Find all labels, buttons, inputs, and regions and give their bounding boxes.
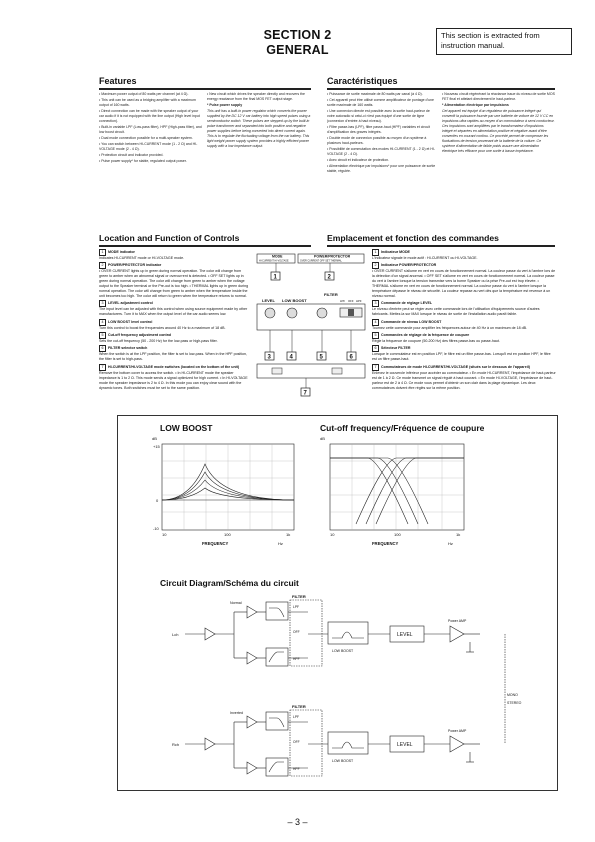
list-item: 2 POWER/PROTECTOR indicator • OVER CURRENT lights up in green during normal operation. The color will change from green to amber when an abnormal signal or overcurrent is detected. • OFF SET lights up in green during normal operation. The color will change from green to amber when the voltage output to the Speaker terminal or the Pre-out is too high. • THERMAL lights up in green during normal operation. The color will change from green to amber when the temperature inside the unit becomes too high. The color will return to green when the temperature returns to normal. xyxy=(99,263,249,298)
hpf-curves xyxy=(356,458,464,524)
list-item: 5 Commandes de réglage de la fréquence de coupure Règle la fréquence de coupure (50-200 Hz) des filtres passe-bas ou passe-haut. xyxy=(372,333,500,344)
inverted-label-r: Inverted xyxy=(230,711,243,715)
lowboost-label: LOW BOOST xyxy=(282,298,307,303)
controls-list-en xyxy=(99,249,249,392)
svg-text:LOW BOOST: LOW BOOST xyxy=(332,759,354,763)
hpf-label: HPF xyxy=(356,299,362,303)
svg-text:3: 3 xyxy=(267,354,271,361)
mode-switch-a[interactable] xyxy=(272,368,282,374)
list-item: 4 Commande de niveau LOW BOOST Tournez cette commande pour amplifier les fréquences autour de 40 Hz à un maximum de 18 dB. xyxy=(372,319,528,330)
ytick-mid: 0 xyxy=(156,498,159,503)
features-heading-fr: Caractéristiques xyxy=(327,76,398,86)
svg-text:LEVEL: LEVEL xyxy=(397,632,413,638)
svg-text:OFF: OFF xyxy=(293,630,300,634)
power-label: POWER/PROTECTOR xyxy=(314,254,351,259)
db-label: dB xyxy=(152,436,157,441)
section-number: SECTION 2 xyxy=(263,28,332,42)
list-item: 5 Cut-off frequency adjustment control Sets the cut-off frequency (50 - 200 Hz) for the low-pass or high-pass filter. xyxy=(99,333,218,344)
svg-text:1k: 1k xyxy=(456,532,461,537)
filter-block-r2 xyxy=(266,758,288,776)
svg-text:dB: dB xyxy=(320,436,325,441)
features-rule xyxy=(99,88,311,90)
location-rule xyxy=(99,245,311,247)
extract-note-box: This section is extracted from instruction manual. xyxy=(436,28,572,55)
filter-block-l1 xyxy=(266,602,288,620)
svg-text:10: 10 xyxy=(330,532,335,537)
lowboost-block-l xyxy=(328,622,368,644)
svg-text:LEVEL: LEVEL xyxy=(397,742,413,748)
mode-label: MODE xyxy=(272,254,283,259)
svg-text:FREQUENCY: FREQUENCY xyxy=(372,541,399,546)
features-rule-fr xyxy=(327,88,555,90)
control-panel-diagram xyxy=(252,252,370,400)
input-buffer-r xyxy=(205,738,215,750)
location-heading: Location and Function of Controls xyxy=(99,233,240,243)
ytick-top: +15 xyxy=(153,444,160,449)
filter-label: FILTER xyxy=(324,292,338,297)
list-item: 3 Commande de réglage LEVEL Le niveau d'entrée peut se régler avec cette commande lors de l'utilisation d'équipements source d'autres fabricants. Mettez-la sur MAX lorsque le niveau de sortie de l'installation audio paraît faible. xyxy=(372,301,540,317)
features-col-1: • Maximum power output of 80 watts per channel (at 4 Ω). • This unit can be used as a bridging amplifier with a maximum output of 160 watts. • Direct connection can be made with the speaker output of your car audio if it is not equipped with the line output (High level input connection). • Built-in variable LPF (Low-pass filter), HPF (High-pass filter), and low boost circuit. • Dual mode connection possible for a multi-speaker system. • You can switch between HI-CURRENT mode (1 - 2 Ω) and HI-VOLTAGE mode (2 - 4 Ω). • Protection circuit and indicator provided. • Pulse power supply* for stable, regulated output power. xyxy=(99,92,202,163)
list-item: 2 Indicateur POWER/PROTECTOR • OVER CURRENT s'allume en vert en cours de fonctionnement normal. La couleur passe du vert à l'ambre lors de la détection d'un signal anormal. • OFF SET s'allume en vert en cours de fonctionnement normal. La couleur passe du vert à l'ambre lorsque la tension transmise vers la borne Speaker ou la prise Pre-out est trop élevée. • THERMAL s'allume en vert en cours de fonctionnement normal. La couleur passe du vert à l'ambre lorsque la température dépasse le niveau de sécurité. La couleur repasse au vert dès que la température est revenue à un niveau normal. xyxy=(372,263,556,298)
lowboost-block-r xyxy=(328,732,368,754)
lowboost-graph-title: LOW BOOST xyxy=(160,423,213,433)
svg-text:1: 1 xyxy=(273,274,277,281)
list-item: 1 MODE indicator Indicates HI-CURRENT mode or HI-VOLTAGE mode. xyxy=(99,250,185,260)
ytick-bot: -10 xyxy=(153,526,159,531)
mono-label: MONO xyxy=(507,693,518,697)
svg-text:Hz: Hz xyxy=(448,541,453,546)
lpf-label: LPF xyxy=(340,299,346,303)
filter-block-r1 xyxy=(266,712,288,730)
lowboost-knob[interactable] xyxy=(287,308,297,318)
stereo-label: STEREO xyxy=(507,701,522,705)
level-knob[interactable] xyxy=(265,308,275,318)
svg-text:5: 5 xyxy=(319,354,323,361)
rch-input-label: Rch xyxy=(172,742,180,747)
features-heading: Features xyxy=(99,76,137,86)
svg-text:HPF: HPF xyxy=(293,767,300,771)
xtick-100: 100 xyxy=(224,532,231,537)
cutoff-graph-title: Cut-off frequency/Fréquence de coupure xyxy=(320,423,485,433)
cutoff-frequency-knob[interactable] xyxy=(317,308,327,318)
svg-text:7: 7 xyxy=(303,390,307,397)
normal-label-l: Normal xyxy=(230,601,242,605)
list-item: 6 FILTER selector switch When the switch is at the LPF position, the filter is set to low-pass. When in the HPF position, the filter is set to high-pass. xyxy=(99,346,248,362)
input-buffer-l xyxy=(205,628,215,640)
lowboost-response-graph xyxy=(150,434,300,554)
filter-label-r: FILTER xyxy=(292,704,306,709)
lch-input-label: Lch xyxy=(172,632,179,637)
svg-text:6: 6 xyxy=(349,354,353,361)
filter-block-l2 xyxy=(266,648,288,666)
svg-text:100: 100 xyxy=(394,532,401,537)
mode-sub-label: HI-CURRENT HI-VOLTAGE xyxy=(259,259,289,263)
xtick-1k: 1k xyxy=(286,532,291,537)
features-col-3: • Puissance de sortie maximale de 80 watts par canal (à 4 Ω). • Cet appareil peut être utilisé comme amplificateur de pontage d'une sortie maximale de 160 watts. • Une connexion directe est possible avec la sortie haut-parleur de votre autoradio si celui-ci n'est pas équipé d'une sortie de ligne (connexion d'entrée à haut niveau). • Filtre passe-bas (LPF), filtre passe-haut (HPF) variables et circuit d'amplification des graves intégrés. • Double mode de connexion possible au moyen d'un système à plusieurs haut-parleurs. • Possibilité de commutation des modes HI-CURRENT (1 - 2 Ω) et HI-VOLTAGE (2 - 4 Ω). • Avec circuit et indicateur de protection. • Alimentation électrique par impulsions* pour une puissance de sortie stable, régulée. xyxy=(327,92,436,173)
location-heading-fr: Emplacement et fonction des commandes xyxy=(327,233,499,243)
filter-label-l: FILTER xyxy=(292,594,306,599)
power-sub-label: OVER CURRENT OFF SET THERMAL xyxy=(300,259,342,263)
svg-text:HPF: HPF xyxy=(293,657,300,661)
mode-switch-b[interactable] xyxy=(332,368,342,374)
svg-text:Power AMP: Power AMP xyxy=(448,729,467,733)
xtick-10: 10 xyxy=(162,532,167,537)
x-axis-label: FREQUENCY xyxy=(202,541,229,546)
circuit-diagram-title: Circuit Diagram/Schéma du circuit xyxy=(160,578,299,588)
power-amp-l xyxy=(450,626,464,642)
filter-switch-slider xyxy=(348,309,354,316)
controls-list-fr xyxy=(372,249,556,392)
svg-text:LPF: LPF xyxy=(293,715,300,719)
location-rule-fr xyxy=(327,245,555,247)
svg-text:LOW BOOST: LOW BOOST xyxy=(332,649,354,653)
list-item: 6 Sélecteur FILTER Lorsque le commutateur est en position LPF, le filtre est un filtre passe-bas. Lorsqu'il est en position HPF, le filtre est un filtre passe-haut. xyxy=(372,346,551,362)
list-item: 3 LEVEL adjustment control The input level can be adjusted with this control when using source equipment made by other manufacturers. Turn it to MAX when the output level of the car audio seems low. xyxy=(99,301,248,317)
svg-text:OFF: OFF xyxy=(293,740,300,744)
features-col-4: • Nouveau circuit régénérant la réactance issue du niveau de sortie MOS FET final et attelant directement le haut-parleur. * Alimentation électrique par impulsions Cet appareil est équipé d'un régulateur de puissance intégré qui convertit la puissance fournie par une batterie de voiture de 12 V CC en impulsions ultra rapides au moyen d'un commutateur à semi-conducteur. Ces impulsions sont amplifiées par le transformateur d'impulsions intégré et séparées en alimentation positive et négative avant d'être converties en courant continu. Ce procédé permet de compenser les fluctuations de tension provenant de la batterie de la voiture. Ce système d'alimentation de faible poids assure une alimentation électrique très efficace pour une sortie à basse impédance. xyxy=(442,92,555,153)
features-col-2: • New circuit which drives the speaker directly and recovers the energy reactance from the final MOS FET output stage. * Pulse power supply This unit has a built-in power regulator which converts the power supplied by the DC 12 V car battery into high speed pulses using a semiconductor switch. These pulses are stepped up by the built-in pulse transformer and separated into both positive and negative power supplies before being converted into direct current again. This is to regulate the fluctuating voltage from the car battery. This light weight power supply system provides a highly efficient power supply with a low impedance output. xyxy=(207,92,311,148)
lpf-curves xyxy=(330,458,428,524)
level-label: LEVEL xyxy=(262,298,275,303)
power-amp-r xyxy=(450,736,464,752)
list-item: 1 Indicateur MODE L'indicateur signale le mode actif : HI-CURRENT ou HI-VOLTAGE. xyxy=(372,250,478,260)
cutoff-frequency-graph xyxy=(318,434,470,554)
list-item: 7 Commutateurs de mode HI-CURRENT/HI-VOLTAGE (situés sur le dessous de l'appareil) Enlevez le couvercle inférieur pour accéder au commutateur. • En mode HI-CURRENT, l'impédance de haut-parleur est de 1 à 2 Ω. Ce mode transmet un signal régulé à haut courant. • En mode HI-VOLTAGE, l'impédance de haut-parleur est de 2 à 4 Ω. Ce mode vous permet d'obtenir un son clair dans la plage dynamique. Les deux commutateurs doivent être réglés sur la même position. xyxy=(372,364,556,390)
svg-text:2: 2 xyxy=(327,274,331,281)
list-item: 7 HI-CURRENT/HI-VOLTAGE mode switches (located on the bottom of the unit) Remove the bottom cover to access the switch. • In HI-CURRENT mode the speaker impedance is 1 to 2 Ω. This mode sends a signal optimized for high current. • In HI-VOLTAGE mode the speaker impedance is 2 to 4 Ω. In this mode you can enjoy clear sound with the dynamic tones. Both switches must be set to the same position. xyxy=(99,364,248,390)
list-item: 4 LOW BOOST level control Turn this control to boost the frequencies around 40 Hz to a maximum of 18 dB. xyxy=(99,319,226,330)
hz-label: Hz xyxy=(278,541,283,546)
circuit-diagram xyxy=(150,588,545,788)
svg-text:4: 4 xyxy=(289,354,293,361)
svg-text:Power AMP: Power AMP xyxy=(448,619,467,623)
svg-text:LPF: LPF xyxy=(293,605,300,609)
section-title: GENERAL xyxy=(266,43,329,57)
off-label: OFF xyxy=(348,299,354,303)
page-number: – 3 – xyxy=(287,817,308,827)
